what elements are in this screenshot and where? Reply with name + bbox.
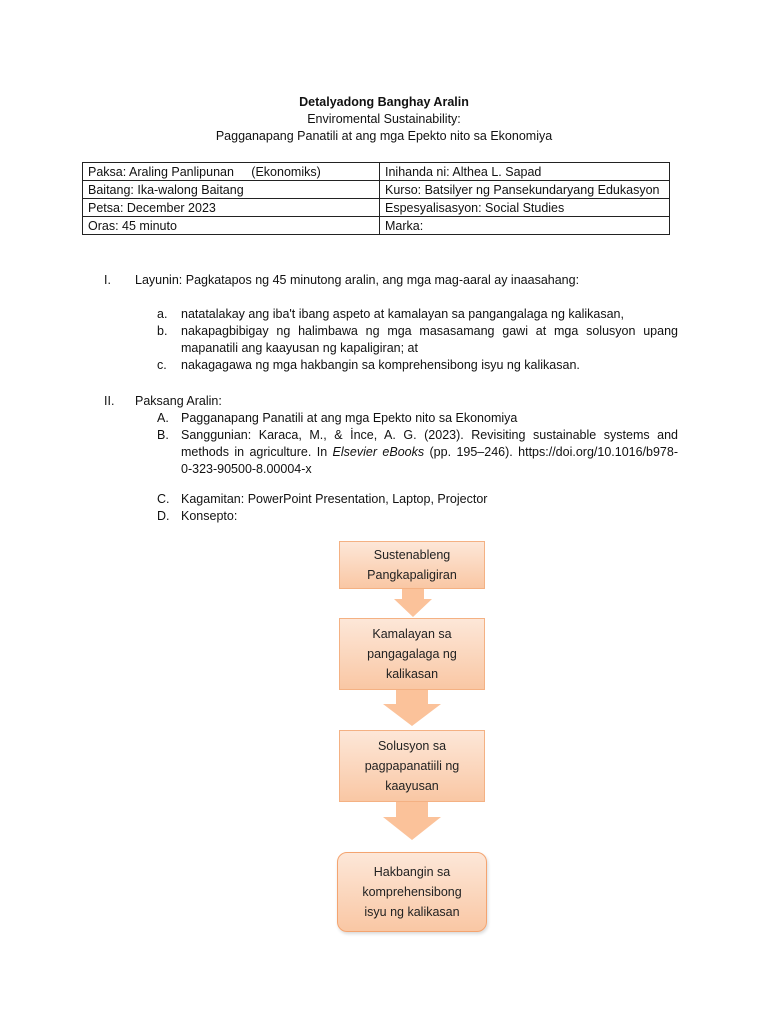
list-item-text: Konsepto: xyxy=(181,509,238,523)
list-item xyxy=(0,508,768,525)
list-marker: c. xyxy=(157,358,167,372)
section-numeral: II. xyxy=(104,394,115,408)
flow-box-line: pangagalaga ng xyxy=(367,647,457,661)
flow-box-actions xyxy=(337,852,487,932)
list-item xyxy=(0,323,768,357)
table-cell: Oras: 45 minuto xyxy=(83,217,380,235)
flow-box-line: Sustenableng xyxy=(373,548,451,562)
list-item xyxy=(0,491,768,508)
flow-box-line: kalikasan xyxy=(385,667,439,681)
list-marker: D. xyxy=(157,509,170,523)
citation-pages-doi: (pp. 195–246). https://doi.org/10.1016/b978- xyxy=(424,445,678,459)
list-item xyxy=(0,357,768,374)
list-item-text: Pagganapang Panatili at ang mga Epekto nito sa Ekonomiya xyxy=(181,411,518,425)
table-row xyxy=(83,163,670,181)
flow-box-line: pagpapanatiili ng xyxy=(364,759,460,773)
list-marker: A. xyxy=(157,411,169,425)
list-marker: a. xyxy=(157,307,168,321)
table-cell: Marka: xyxy=(380,217,670,235)
info-table xyxy=(82,162,670,235)
table-cell: Espesyalisasyon: Social Studies xyxy=(380,199,670,217)
flow-box-line: Hakbangin sa xyxy=(373,865,451,879)
list-item xyxy=(0,306,768,323)
document-title: Detalyadong Banghay Aralin xyxy=(299,95,469,109)
flow-box-line: Solusyon sa xyxy=(377,739,447,753)
table-row xyxy=(83,181,670,199)
list-marker: C. xyxy=(157,492,170,506)
table-cell: Petsa: December 2023 xyxy=(83,199,380,217)
list-item-text: natatalakay ang iba't ibang aspeto at kamalayan sa pangangalaga ng kalikasan, xyxy=(181,307,624,321)
list-item-text xyxy=(181,427,678,478)
table-cell: Paksa: Araling Panlipunan (Ekonomiks) xyxy=(83,163,380,181)
down-arrow-icon xyxy=(382,802,442,840)
section-numeral: I. xyxy=(104,273,111,287)
table-row xyxy=(83,199,670,217)
document-header xyxy=(0,94,768,145)
section-heading: Layunin: Pagkatapos ng 45 minutong aralin, ang mga mag-aaral ay inaasahang: xyxy=(135,273,580,287)
list-item-line xyxy=(181,444,678,461)
topic-list xyxy=(0,410,768,478)
down-arrow-icon xyxy=(382,690,442,726)
list-item-line[interactable]: 0-323-90500-8.00004-x xyxy=(181,462,312,476)
flow-box-solutions xyxy=(339,730,485,802)
list-marker: B. xyxy=(157,428,169,442)
table-cell: Inihanda ni: Althea L. Sapad xyxy=(380,163,670,181)
list-item-line: nakapagbibigay ng halimbawa ng mga masasamang gawi at mga solusyon upang xyxy=(181,324,678,338)
topic-list-continued xyxy=(0,491,768,525)
list-item-line: Sanggunian: Karaca, M., & İnce, A. G. (2023). Revisiting sustainable systems and xyxy=(181,428,678,442)
list-item-line: mapanatili ang kaayusan ng kapaligiran; at xyxy=(181,341,418,355)
flow-box-awareness xyxy=(339,618,485,690)
table-cell: Baitang: Ika-walong Baitang xyxy=(83,181,380,199)
citation-source: Elsevier eBooks xyxy=(332,445,425,459)
flow-box-line: Kamalayan sa xyxy=(372,627,452,641)
document-subtitle-2: Pagganapang Panatili at ang mga Epekto nito sa Ekonomiya xyxy=(215,129,553,143)
list-item xyxy=(0,410,768,427)
list-item-text: Kagamitan: PowerPoint Presentation, Laptop, Projector xyxy=(181,492,488,506)
flow-box-line: Pangkapaligiran xyxy=(367,568,457,582)
flow-box-line: komprehensibong xyxy=(362,885,462,899)
table-row xyxy=(83,217,670,235)
citation-text: methods in agriculture. In xyxy=(181,445,333,459)
list-item-text xyxy=(181,323,678,357)
flow-box-sustainability xyxy=(339,541,485,589)
flow-box-line: isyu ng kalikasan xyxy=(364,905,460,919)
list-item-text: nakagagawa ng mga hakbangin sa komprehensibong isyu ng kalikasan. xyxy=(181,358,580,372)
objectives-list xyxy=(0,306,768,374)
list-marker: b. xyxy=(157,324,168,338)
section-heading: Paksang Aralin: xyxy=(135,394,222,408)
down-arrow-icon xyxy=(393,589,433,617)
flow-box-line: kaayusan xyxy=(385,779,439,793)
document-subtitle-1: Enviromental Sustainability: xyxy=(307,112,461,126)
table-cell: Kurso: Batsilyer ng Pansekundaryang Edukasyon xyxy=(380,181,670,199)
list-item xyxy=(0,427,768,478)
